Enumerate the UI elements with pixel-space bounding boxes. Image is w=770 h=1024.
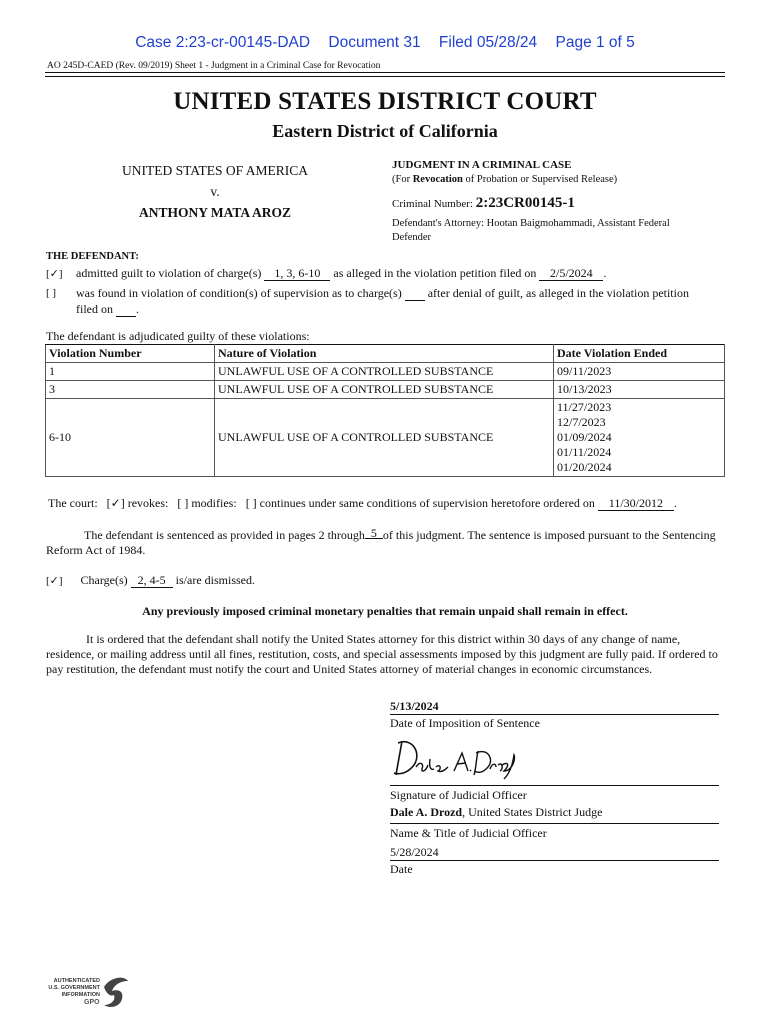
violation-nature: UNLAWFUL USE OF A CONTROLLED SUBSTANCE	[215, 363, 554, 381]
signed-date-block	[390, 845, 719, 877]
revokes-option: [✓] revokes:	[106, 496, 169, 510]
judge-title: , United States District Judge	[462, 805, 603, 819]
dismissed-charges: 2, 4-5	[131, 574, 173, 588]
violation-nature: UNLAWFUL USE OF A CONTROLLED SUBSTANCE	[215, 399, 554, 477]
violation-nature: UNLAWFUL USE OF A CONTROLLED SUBSTANCE	[215, 381, 554, 399]
filed-date: Filed 05/28/24	[438, 34, 538, 51]
signed-date-label: Date	[390, 860, 719, 877]
gpo-authenticated-logo: AUTHENTICATED U.S. GOVERNMENT INFORMATION GPO	[44, 975, 134, 1015]
header-nature-of-violation: Nature of Violation	[215, 345, 554, 363]
case-caption	[110, 160, 320, 223]
sentence-pages: 5	[365, 528, 383, 539]
district-title: Eastern District of California	[272, 121, 498, 141]
dismissed-checkbox: [✓]	[46, 575, 63, 587]
signature-block	[390, 785, 719, 841]
petition-date: 2/5/2024	[539, 267, 603, 281]
violation-number: 1	[46, 363, 215, 381]
signed-date: 5/28/2024	[390, 845, 439, 859]
imposition-date: 5/13/2024	[390, 699, 439, 713]
violation-number: 3	[46, 381, 215, 399]
versus: v.	[210, 184, 220, 199]
page-indicator: Page 1 of 5	[555, 34, 635, 51]
order-paragraph: It is ordered that the defendant shall notify the United States attorney for this district within 30 days of any change of name, residence, or mailing address until all fines, restitution, costs, and special assessments imposed by this judgment are fully paid. If ordered to pay restitution, the defendant must notify the court and United States attorney of material changes in economic circumstances.	[46, 632, 718, 676]
defendant-attorney: Defendant's Attorney: Hootan Baigmohammadi, Assistant Federal Defender	[392, 218, 670, 243]
penalties-notice: Any previously imposed criminal monetary penalties that remain unpaid shall remain in effect.	[142, 604, 628, 618]
court-title: UNITED STATES DISTRICT COURT	[173, 88, 597, 115]
judgment-subtitle: (For Revocation of Probation or Supervised Release)	[392, 174, 618, 185]
name-title-label: Name & Title of Judicial Officer	[390, 823, 719, 841]
supervision-order-date: 11/30/2012	[598, 497, 674, 511]
header-date-violation-ended: Date Violation Ended	[554, 345, 725, 363]
judge-signature	[392, 735, 522, 783]
judge-name-line	[390, 805, 719, 820]
violation-date: 10/13/2023	[554, 381, 725, 399]
document-number: Document 31	[328, 34, 421, 51]
table-row	[46, 363, 725, 381]
violation-dates: 11/27/2023 12/7/2023 01/09/2024 01/11/2024 01/20/2024	[554, 399, 725, 477]
modifies-option: [ ] modifies:	[177, 496, 237, 510]
defendant-name: ANTHONY MATA AROZ	[138, 205, 291, 220]
admitted-checkbox: [✓]	[46, 268, 63, 280]
the-defendant-heading: THE DEFENDANT:	[46, 251, 139, 262]
gpo-mark: GPO	[84, 999, 100, 1006]
sentence-paragraph: The defendant is sentenced as provided in pages 2 through 5 of this judgment. The sentence is imposed pursuant to the Sentencing Reform Act of 1984.	[46, 526, 716, 557]
table-row	[46, 381, 725, 399]
eagle-icon	[100, 975, 130, 1015]
violation-number: 6-10	[46, 399, 215, 477]
imposition-date-block	[390, 699, 719, 731]
violations-table	[45, 344, 725, 477]
header-divider	[45, 72, 725, 77]
imposition-date-label: Date of Imposition of Sentence	[390, 714, 719, 731]
dismissed-charges-line: [✓] Charge(s) 2, 4-5 is/are dismissed.	[46, 573, 255, 587]
table-header-row	[46, 345, 725, 363]
header-violation-number: Violation Number	[46, 345, 215, 363]
plaintiff: UNITED STATES OF AMERICA	[121, 163, 309, 178]
continues-option: [ ] continues under same conditions of supervision heretofore ordered on	[245, 496, 595, 510]
court-action-line: The court: [✓] revokes: [ ] modifies: [ ] continues under same conditions of supervision heretofore ordered on 11/30/2012 .	[48, 496, 677, 510]
case-number: Case 2:23-cr-00145-DAD	[135, 34, 311, 51]
judge-name: Dale A. Drozd	[390, 805, 463, 819]
judgment-title: JUDGMENT IN A CRIMINAL CASE	[392, 159, 572, 171]
form-id: AO 245D-CAED (Rev. 09/2019) Sheet 1 - Judgment in a Criminal Case for Revocation	[47, 61, 381, 71]
violations-intro: The defendant is adjudicated guilty of these violations:	[46, 329, 310, 343]
case-header	[0, 34, 770, 52]
signature-label: Signature of Judicial Officer	[390, 785, 719, 803]
table-row	[46, 399, 725, 477]
admitted-charges: 1, 3, 6-10	[264, 267, 330, 281]
criminal-number: Criminal Number: 2:23CR00145-1	[392, 195, 575, 211]
violation-date: 09/11/2023	[554, 363, 725, 381]
found-violation-checkbox: [ ]	[46, 287, 57, 299]
